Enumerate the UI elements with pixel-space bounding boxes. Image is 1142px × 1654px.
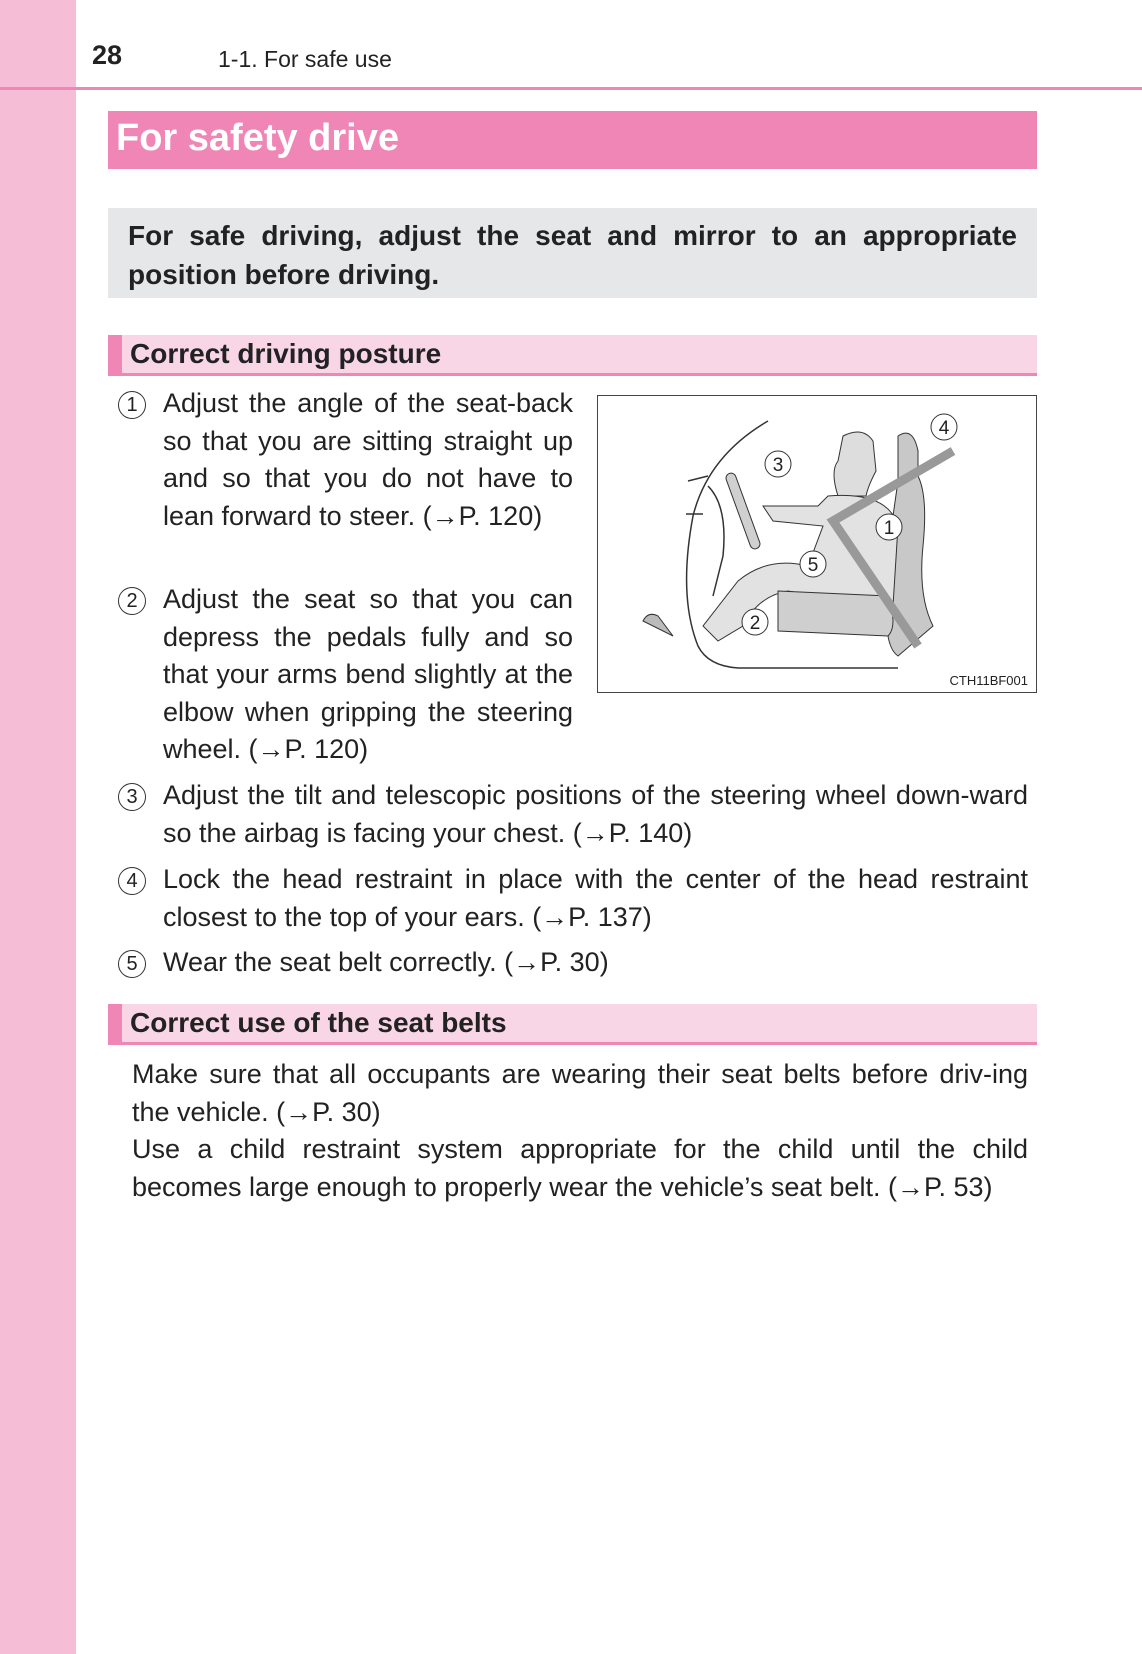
driver-seat-drawing <box>598 396 1035 691</box>
seatbelts-paragraph: Make sure that all occupants are wearing their seat belts before driv-ing the vehicle. (→P. 30) <box>132 1059 1028 1127</box>
list-item <box>118 777 1028 852</box>
item-text: Adjust the angle of the seat-back so that you are sitting straight up and so that you do not have to lean forward to steer. (→P. 120) <box>163 388 573 531</box>
intro-box <box>108 208 1037 298</box>
page-title-bar <box>108 111 1037 169</box>
intro-text: For safe driving, adjust the seat and mirror to an appropriate position before driving. <box>128 220 1017 290</box>
list-item <box>118 581 573 769</box>
seatbelts-body <box>132 1056 1028 1206</box>
list-item <box>118 944 1028 982</box>
item-text: Adjust the seat so that you can depress the pedals fully and so that your arms bend slightly at the elbow when gripping the steering wheel. (→P. 120) <box>163 584 573 764</box>
page-side-tab <box>0 0 76 1654</box>
seatbelts-heading: Correct use of the seat belts <box>130 1007 507 1038</box>
callout-5: 5 <box>118 950 146 978</box>
callout-2: 2 <box>118 587 146 615</box>
list-item <box>118 385 573 535</box>
page-title: For safety drive <box>116 117 399 159</box>
figure-callout-2: 2 <box>749 613 761 634</box>
header-divider <box>0 87 1142 90</box>
item-text: Lock the head restraint in place with the center of the head restraint closest to the top of your ears. (→P. 137) <box>163 864 1028 932</box>
figure-callout-3: 3 <box>772 455 784 476</box>
item-text: Adjust the tilt and telescopic positions of the steering wheel down-ward so the airbag is facing your chest. (→P. 140) <box>163 780 1028 848</box>
posture-heading: Correct driving posture <box>130 338 442 369</box>
callout-4: 4 <box>118 867 146 895</box>
figure-callout-1: 1 <box>883 518 895 539</box>
callout-3: 3 <box>118 783 146 811</box>
section-breadcrumb: 1-1. For safe use <box>218 46 392 72</box>
callout-1: 1 <box>118 391 146 419</box>
posture-heading-bar <box>108 335 1037 376</box>
figure-callout-4: 4 <box>938 418 950 439</box>
item-text: Wear the seat belt correctly. (→P. 30) <box>163 947 609 977</box>
seatbelts-paragraph: Use a child restraint system appropriate for the child until the child becomes large enough to properly wear the vehicle’s seat belt. (→P. 53) <box>132 1134 1028 1202</box>
driving-posture-illustration <box>597 395 1037 693</box>
page-number: 28 <box>92 40 123 70</box>
list-item <box>118 861 1028 936</box>
figure-code: CTH11BF001 <box>949 673 1028 688</box>
seatbelts-heading-bar <box>108 1004 1037 1045</box>
figure-callout-5: 5 <box>807 555 819 576</box>
